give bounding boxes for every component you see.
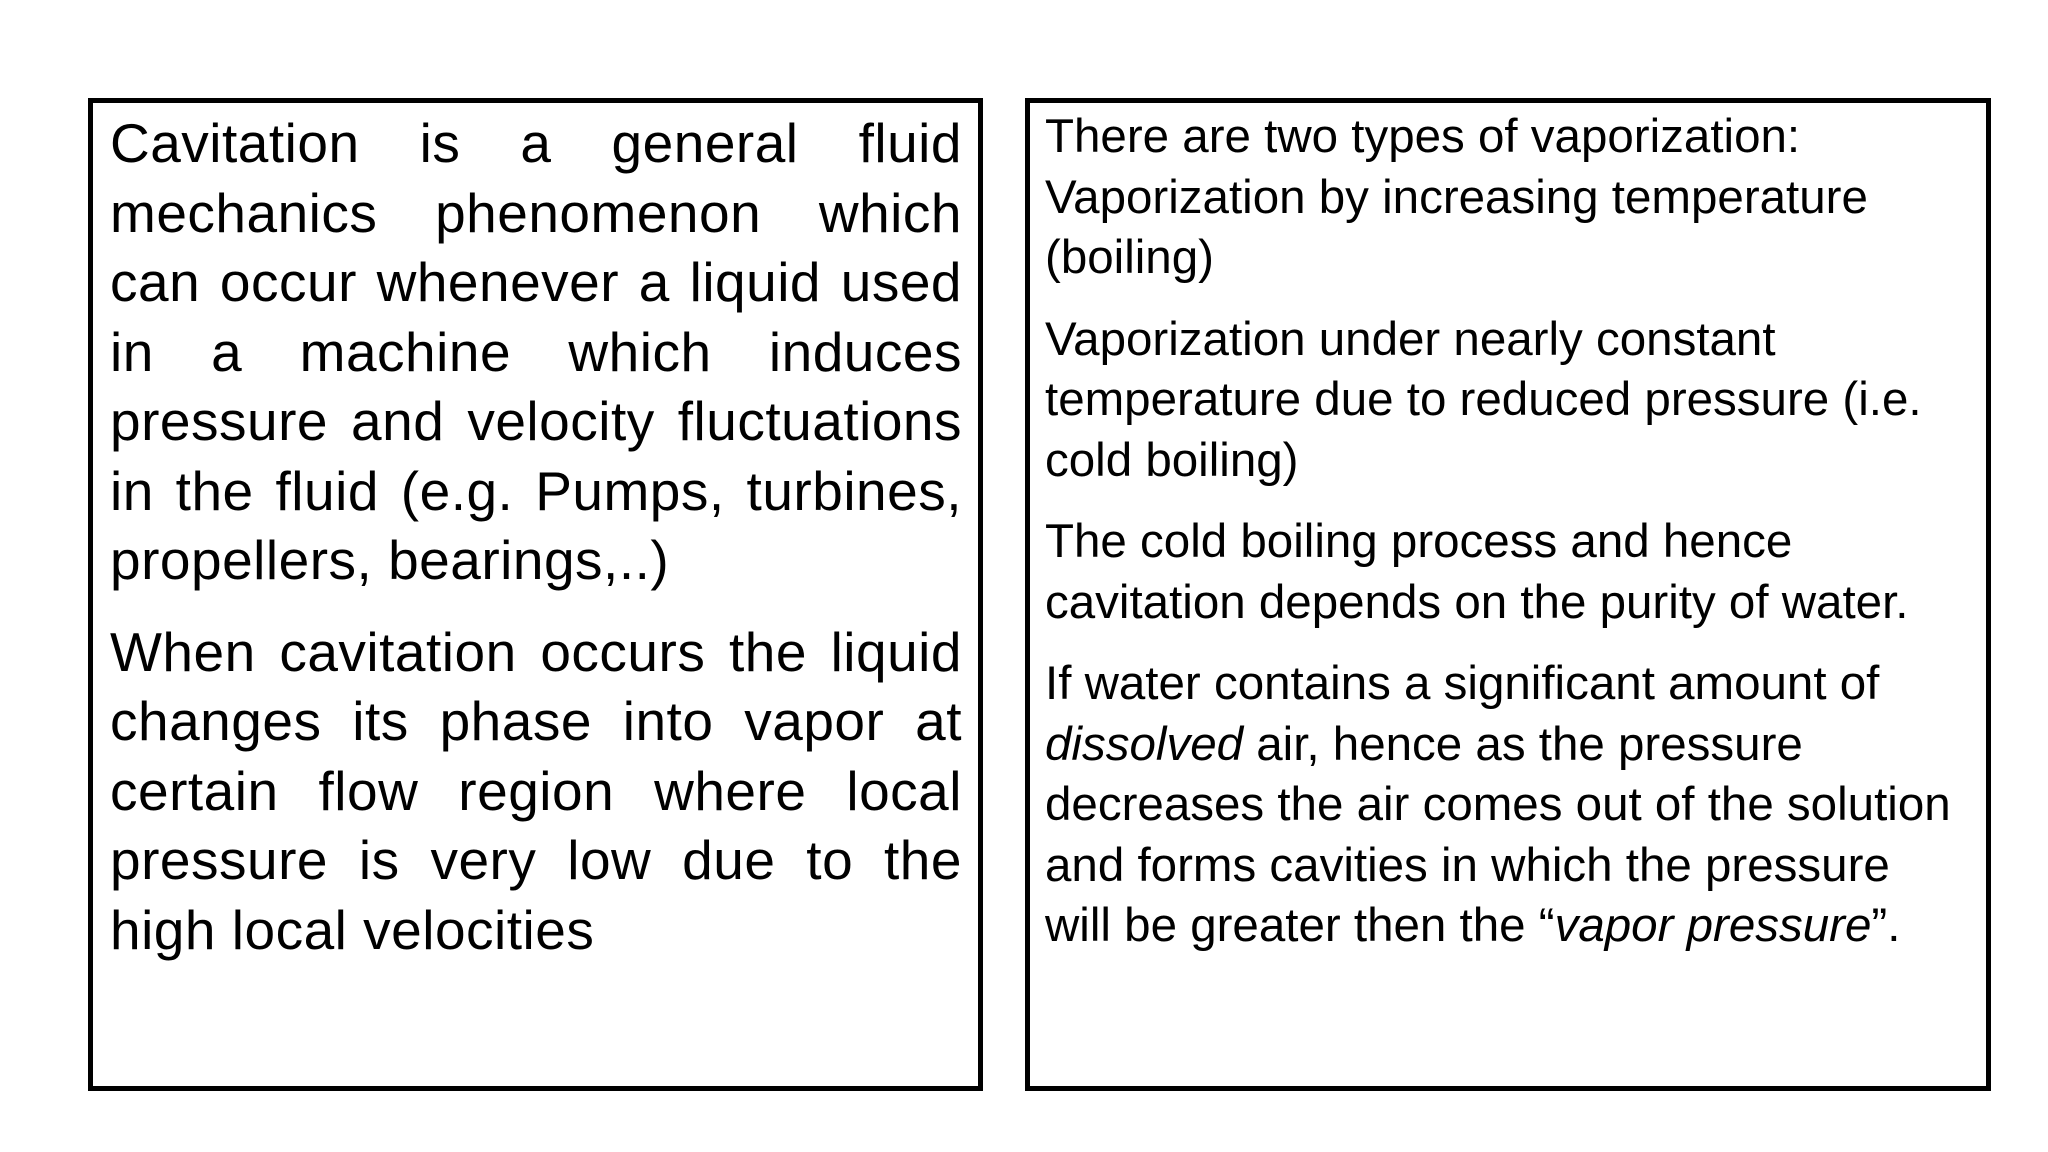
right-text-box: [1025, 98, 1991, 1091]
dissolved-air-middle-text: air, hence as the pressure decreases the air comes out of the solution and forms cavities in which the pressure will be greater then the “: [1045, 717, 1951, 952]
vapor-pressure-emphasis: vapor pressure: [1554, 899, 1872, 952]
dissolved-air-tail-text: ”.: [1871, 899, 1901, 952]
vaporization-types-paragraph: There are two types of vaporization: Vaporization by increasing temperature (boiling): [1045, 110, 1868, 284]
water-purity-paragraph: The cold boiling process and hence cavitation depends on the purity of water.: [1045, 515, 1909, 629]
cavitation-definition-paragraph: Cavitation is a general fluid mechanics phenomenon which can occur whenever a liquid used in a machine which induces pressure and velocity fluctuations in the fluid (e.g. Pumps, turbines, propellers, bearings,..): [110, 112, 962, 591]
dissolved-air-lead-text: If water contains a significant amount of: [1045, 657, 1880, 710]
dissolved-emphasis: dissolved: [1045, 717, 1244, 771]
cavitation-phase-change-paragraph: When cavitation occurs the liquid changes its phase into vapor at certain flow region where local pressure is very low due to the high local velocities: [110, 620, 962, 961]
cold-boiling-paragraph: Vaporization under nearly constant temperature due to reduced pressure (i.e. cold boiling): [1045, 312, 1922, 487]
left-text-box: [88, 98, 983, 1091]
dissolved-air-paragraph: [1045, 654, 1968, 957]
